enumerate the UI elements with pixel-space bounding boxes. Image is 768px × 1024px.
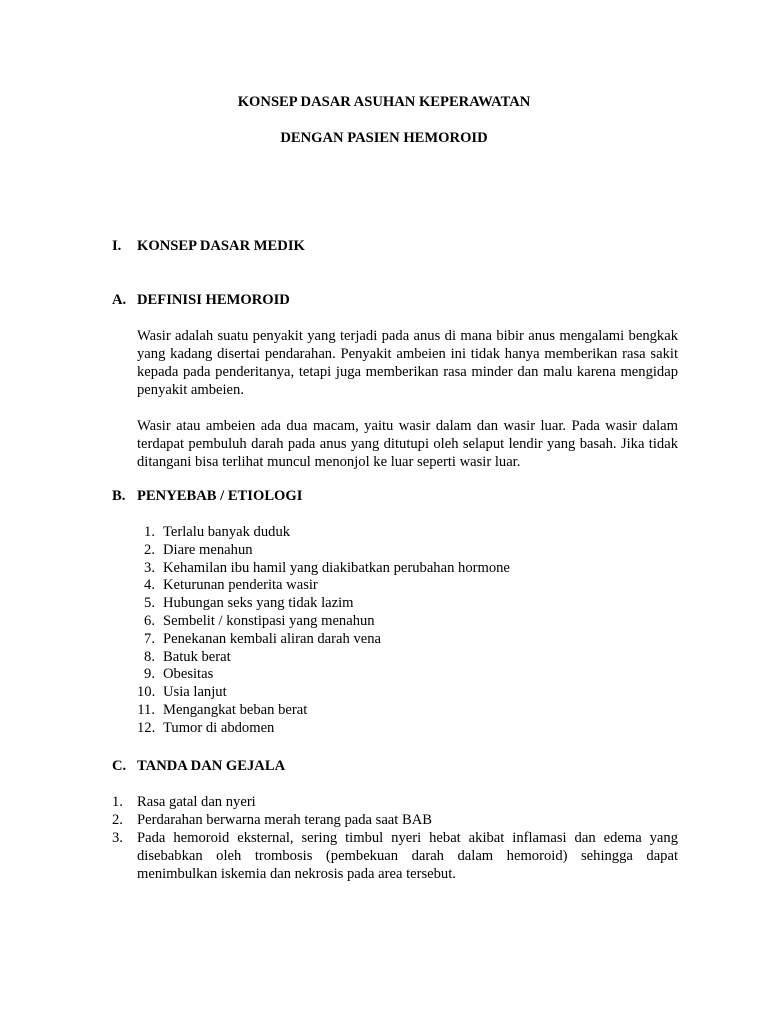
section-a-heading xyxy=(112,291,290,309)
list-item-text: Kehamilan ibu hamil yang diakibatkan perubahan hormone xyxy=(163,559,510,576)
list-item xyxy=(112,793,678,811)
list-item-text: Obesitas xyxy=(163,666,214,683)
list-item xyxy=(112,829,678,883)
list-item-number: 9. xyxy=(144,666,155,683)
list-item xyxy=(137,719,510,737)
section-1-title: KONSEP DASAR MEDIK xyxy=(137,238,305,254)
list-item-number: 6. xyxy=(144,612,155,629)
list-item xyxy=(137,701,510,719)
list-item-number: 1. xyxy=(144,524,155,540)
section-1-heading xyxy=(112,237,305,255)
list-item-number: 4. xyxy=(144,577,155,594)
list-item-number: 8. xyxy=(144,648,155,665)
list-item-text: Usia lanjut xyxy=(163,684,227,701)
list-item xyxy=(137,665,510,683)
section-a-number: A. xyxy=(112,292,127,308)
section-b-heading xyxy=(112,487,302,505)
list-item-number: 3. xyxy=(112,830,123,846)
list-item xyxy=(137,576,510,594)
section-a-title: DEFINISI HEMOROID xyxy=(137,292,290,308)
list-item-number: 1. xyxy=(112,794,123,810)
list-item xyxy=(137,648,510,666)
list-item xyxy=(137,559,510,577)
section-b-title: PENYEBAB / ETIOLOGI xyxy=(137,488,303,504)
document-title-line-1: KONSEP DASAR ASUHAN KEPERAWATAN xyxy=(237,94,531,110)
section-1-number: I. xyxy=(112,238,122,254)
list-item-number: 12. xyxy=(137,719,156,736)
list-item xyxy=(137,594,510,612)
list-item-number: 2. xyxy=(112,812,123,828)
document-title-line-2: DENGAN PASIEN HEMOROID xyxy=(280,130,488,146)
list-item xyxy=(137,630,510,648)
list-item xyxy=(137,612,510,630)
list-item-text: Hubungan seks yang tidak lazim xyxy=(163,595,354,612)
list-item-text: Batuk berat xyxy=(163,648,231,665)
list-item-number: 5. xyxy=(144,595,155,612)
etiology-list xyxy=(137,523,510,737)
list-item-number: 3. xyxy=(144,559,155,576)
list-item-text: Perdarahan berwarna merah terang pada saat BAB xyxy=(137,812,432,828)
list-item xyxy=(137,541,510,559)
section-a-paragraph-1: Wasir adalah suatu penyakit yang terjadi pada anus di mana bibir anus mengalami bengkak yang kadang disertai pendarahan. Penyakit ambeien ini tidak hanya memberikan rasa sakit kepada pada penderitanya, tetapi juga memberikan rasa minder dan malu karena mengidap penyakit ambeien. xyxy=(137,328,678,398)
list-item-text: Mengangkat beban berat xyxy=(163,701,308,718)
list-item xyxy=(137,683,510,701)
list-item xyxy=(112,811,678,829)
list-item-number: 11. xyxy=(137,701,155,718)
list-item-text: Penekanan kembali aliran darah vena xyxy=(163,630,381,647)
list-item-text: Pada hemoroid eksternal, sering timbul nyeri hebat akibat inflamasi dan edema yang disebabkan oleh trombosis (pembekuan darah dalam hemoroid) sehingga dapat menimbulkan iskemia dan nekrosis pada area tersebut. xyxy=(137,830,678,882)
list-item-text: Rasa gatal dan nyeri xyxy=(137,794,256,810)
section-c-title: TANDA DAN GEJALA xyxy=(137,758,286,774)
list-item xyxy=(137,523,510,541)
symptoms-list xyxy=(112,793,678,883)
list-item-text: Terlalu banyak duduk xyxy=(163,524,291,540)
list-item-text: Diare menahun xyxy=(163,541,253,558)
section-b-number: B. xyxy=(112,488,126,504)
section-c-heading xyxy=(112,757,285,775)
section-a-paragraph-2: Wasir atau ambeien ada dua macam, yaitu wasir dalam dan wasir luar. Pada wasir dalam terdapat pembuluh darah pada anus yang ditutupi oleh selaput lendir yang basah. Jika tidak ditangani bisa terlihat muncul menonjol ke luar seperti wasir luar. xyxy=(137,418,678,470)
list-item-text: Tumor di abdomen xyxy=(163,719,275,736)
list-item-number: 7. xyxy=(144,630,155,647)
list-item-number: 2. xyxy=(144,541,155,558)
section-c-number: C. xyxy=(112,758,127,774)
list-item-number: 10. xyxy=(137,684,156,701)
list-item-text: Sembelit / konstipasi yang menahun xyxy=(163,612,375,629)
list-item-text: Keturunan penderita wasir xyxy=(163,577,318,594)
